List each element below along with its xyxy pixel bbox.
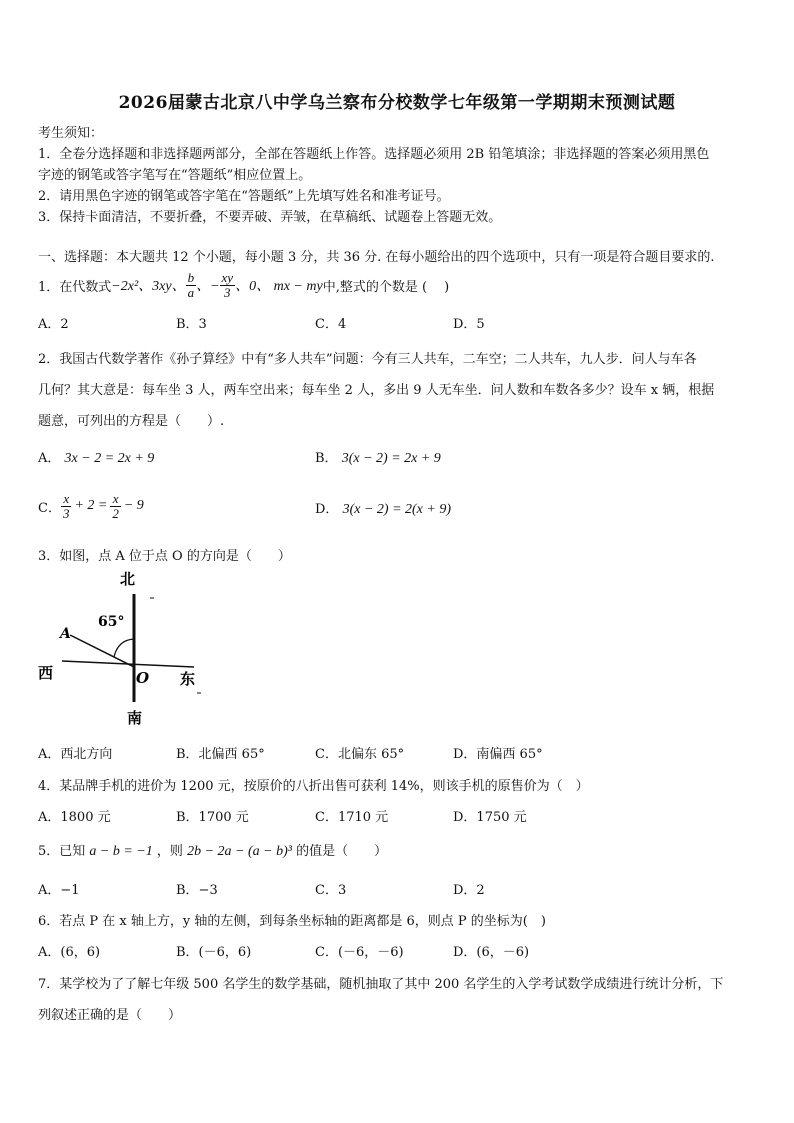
q1-separator: 、− <box>196 279 220 294</box>
notice-heading: 考生须知： <box>38 126 104 141</box>
q5-prefix: 5．已知 <box>38 844 86 859</box>
label-west: 西 <box>38 664 54 682</box>
q6-option-b[interactable]: B．(－6，6) <box>176 945 252 960</box>
q1-option-d[interactable]: D．5 <box>453 317 485 332</box>
q5-mid: ，则 <box>156 844 183 859</box>
q3-option-a[interactable]: A．西北方向 <box>38 747 113 762</box>
q1-fraction-b-over-a <box>186 271 197 300</box>
q2-option-a[interactable] <box>38 447 154 467</box>
label-north: 北 <box>120 570 136 588</box>
q2-option-d-equation: 3(x − 2) = 2(x + 9) <box>342 502 451 517</box>
q2-option-b-equation: 3(x − 2) = 2x + 9 <box>341 451 441 466</box>
q2-line-2: 几何？其大意是：每车坐 3 人，两车空出来；每车坐 2 人，多出 9 人无车坐．问人数和车数各多少？设车 x 辆，根据 <box>38 383 715 398</box>
point-a-label: A <box>60 626 71 642</box>
q2-c-frac1-num: x <box>61 492 72 507</box>
q1-frac2-numerator: xy <box>221 269 234 285</box>
q5-option-c[interactable]: C．3 <box>315 883 347 898</box>
q1-suffix: 中,整式的个数是 ( ) <box>322 279 450 295</box>
question-1 <box>38 266 449 304</box>
q4-option-b[interactable]: B．1700 元 <box>176 810 249 825</box>
q2-c-frac1-den: 3 <box>62 505 70 521</box>
q1-frac1-numerator: b <box>187 269 195 285</box>
q4-text: 4．某品牌手机的进价为 1200 元，按原价的八折出售可获利 14%，则该手机的原售价为（ ） <box>38 779 589 794</box>
q5-option-a[interactable]: A．−1 <box>38 883 80 898</box>
q2-c-frac2-den: 2 <box>112 505 119 521</box>
notice-line-4: 3．保持卡面清洁，不要折叠，不要弄破、弄皱，在草稿纸、试题卷上答题无效。 <box>38 210 502 225</box>
point-o-label: O <box>136 669 150 687</box>
q2-option-c-frac-1 <box>61 492 72 521</box>
q2-option-d-label: D． <box>315 502 339 517</box>
q2-option-a-label: A． <box>38 451 61 466</box>
q1-option-b[interactable]: B．3 <box>176 317 207 332</box>
q5-condition: a − b = −1 <box>89 844 153 859</box>
angle-label: 65° <box>98 614 125 630</box>
q4-option-d[interactable]: D．1750 元 <box>453 810 527 825</box>
q7-line-1: 7．某学校为了了解七年级 500 名学生的数学基础，随机抽取了其中 200 名学生的入学考试数学成绩进行统计分析，下 <box>38 977 724 992</box>
q1-option-c[interactable]: C．4 <box>315 317 347 332</box>
label-south: 南 <box>127 709 143 727</box>
q2-option-a-equation: 3x − 2 = 2x + 9 <box>64 451 155 466</box>
q2-line-1: 2．我国古代数学著作《孙子算经》中有“多人共车”问题：今有三人共车，二车空；二人共车，九人步．问人与车各 <box>38 352 697 367</box>
q5-option-d[interactable]: D．2 <box>453 883 485 898</box>
q2-option-c[interactable] <box>38 488 144 524</box>
q6-option-c[interactable]: C．(－6，－6) <box>315 945 404 960</box>
q3-option-b[interactable]: B．北偏西 65° <box>176 747 265 762</box>
q6-text: 6．若点 P 在 x 轴上方，y 轴的左侧，到每条坐标轴的距离都是 6，则点 P 的坐标为( ) <box>38 914 546 929</box>
q3-option-c[interactable]: C．北偏东 65° <box>315 747 405 762</box>
q4-option-a[interactable]: A．1800 元 <box>38 810 111 825</box>
q6-option-a[interactable]: A．(6，6) <box>38 945 101 960</box>
question-5 <box>38 840 387 860</box>
q1-prefix: 1．在代数式 <box>38 279 112 295</box>
compass-figure <box>38 570 213 730</box>
q1-frac1-denominator: a <box>187 284 195 300</box>
q2-option-c-end: − 9 <box>123 498 144 513</box>
q6-option-d[interactable]: D．(6，－6) <box>453 945 530 960</box>
q2-option-b[interactable] <box>315 447 441 467</box>
notice-line-3: 2．请用黑色字迹的钢笔或答字笔在“答题纸”上先填写姓名和准考证号。 <box>38 189 450 204</box>
notice-line-1: 1．全卷分选择题和非选择题两部分，全部在答题纸上作答。选择题必须用 2B 铅笔填涂；非选择题的答案必须用黑色 <box>38 147 710 162</box>
q3-text: 3．如图，点 A 位于点 O 的方向是（ ） <box>38 549 291 564</box>
q5-expression: 2b − 2a − (a − b)³ <box>187 844 292 859</box>
q1-fraction-xy-over-3 <box>220 271 236 300</box>
q2-option-b-label: B． <box>315 451 338 466</box>
q1-frac2-denominator: 3 <box>224 284 231 300</box>
q7-line-2: 列叙述正确的是（ ） <box>38 1008 182 1023</box>
q2-line-3: 题意，可列出的方程是（ ）. <box>38 414 225 429</box>
section-heading: 一、选择题：本大题共 12 个小题，每小题 3 分，共 36 分. 在每小题给出的四个选项中，只有一项是符合题目要求的. <box>38 250 715 265</box>
label-east: 东 <box>180 670 196 688</box>
page-title: 2026届蒙古北京八中学乌兰察布分校数学七年级第一学期期末预测试题 <box>118 93 676 113</box>
q2-option-c-frac-2 <box>110 492 121 521</box>
q2-c-frac2-num: x <box>110 492 121 507</box>
q2-option-c-middle: + 2 = <box>74 498 108 513</box>
q2-option-d[interactable] <box>315 498 451 518</box>
q1-expr-1: −2x²、3xy、 <box>111 279 186 294</box>
notice-line-2: 字迹的钢笔或答字笔写在“答题纸”相应位置上。 <box>38 168 312 183</box>
q5-suffix: 的值是（ ） <box>296 844 388 859</box>
q1-expr-2: 、0、 mx − my <box>235 279 323 294</box>
q4-option-c[interactable]: C．1710 元 <box>315 810 389 825</box>
q3-option-d[interactable]: D．南偏西 65° <box>453 747 543 762</box>
q2-option-c-label: C． <box>38 500 61 516</box>
angle-arc <box>114 639 134 657</box>
q5-option-b[interactable]: B．−3 <box>176 883 218 898</box>
q1-option-a[interactable]: A．2 <box>38 317 69 332</box>
